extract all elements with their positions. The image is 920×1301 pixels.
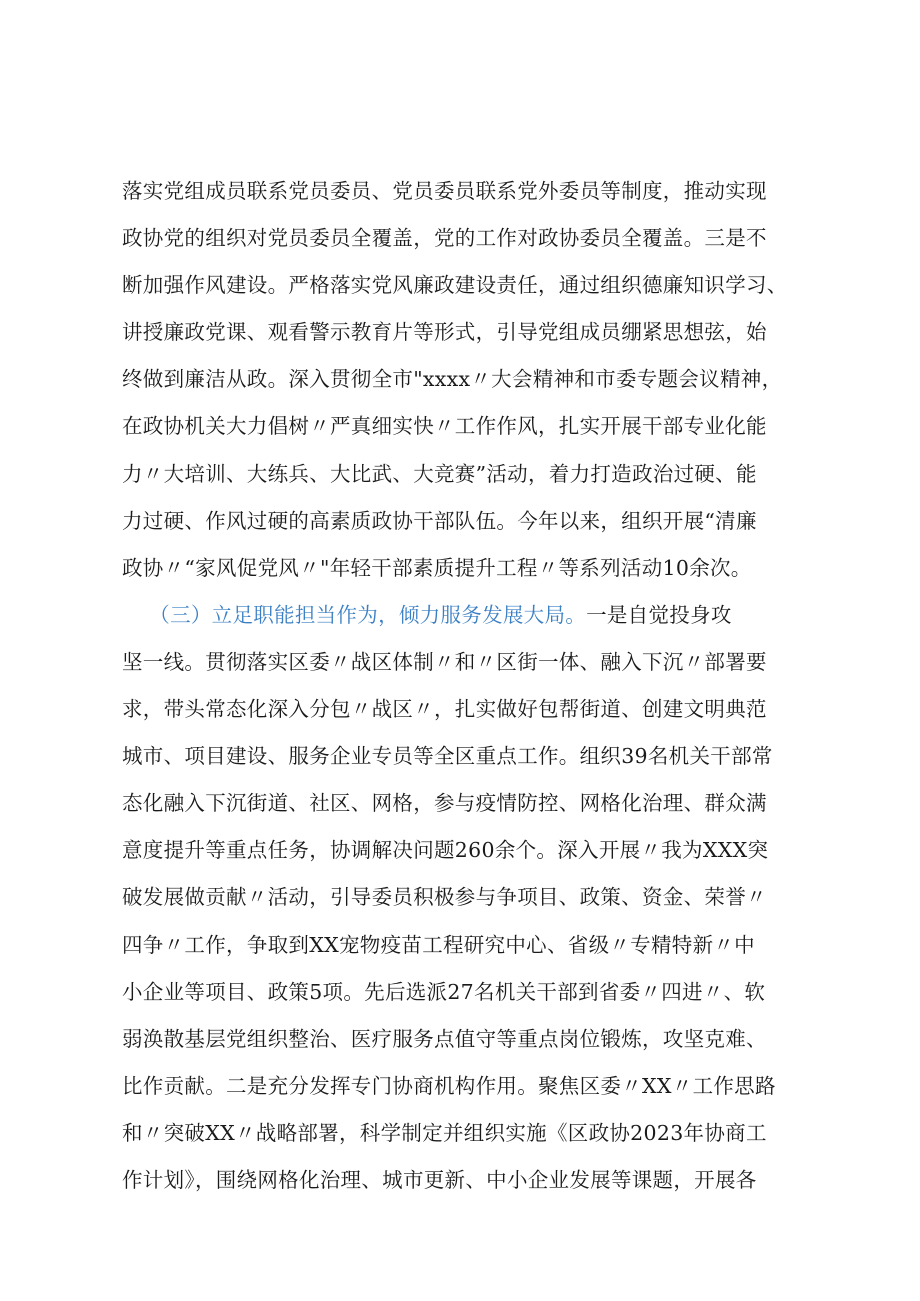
text-line: 坚一线。贯彻落实区委〃战区体制〃和〃区街一体、融入下沉〃部署要	[122, 649, 767, 674]
text-line: 破发展做贡献〃活动，引导委员积极参与争项目、政策、资金、荣誉〃	[122, 885, 767, 910]
text-line: 终做到廉洁从政。深入贯彻全市"xxxx〃大会精神和市委专题会议精神，	[122, 367, 783, 392]
text-line: 政协党的组织对党员委员全覆盖，党的工作对政协委员全覆盖。三是不	[122, 226, 767, 251]
text-line: 落实党组成员联系党员委员、党员委员联系党外委员等制度，推动实现	[122, 179, 767, 203]
text-line: 求，带头常态化深入分包〃战区〃，扎实做好包帮街道、创建文明典范	[122, 697, 767, 722]
text-line: 意度提升等重点任务，协调解决问题260余个。深入开展〃我为XXX突	[122, 838, 769, 863]
body-text	[122, 168, 812, 1204]
text-line: 小企业等项目、政策5项。先后选派27名机关干部到省委〃四进〃、软	[122, 979, 766, 1004]
text-line: 力〃大培训、大练兵、大比武、大竞赛”活动，着力打造政治过硬、能	[122, 461, 757, 486]
text-line: 在政协机关大力倡树〃严真细实快〃工作作风，扎实开展干部专业化能	[122, 414, 767, 439]
text-line: 城市、项目建设、服务企业专员等全区重点工作。组织39名机关干部常	[122, 744, 773, 769]
text-line: 比作贡献。二是充分发挥专门协商机构作用。聚焦区委〃XX〃工作思路	[122, 1073, 776, 1098]
text-line: 弱涣散基层党组织整治、医疗服务点值守等重点岗位锻炼，攻坚克难、	[122, 1026, 767, 1051]
text-line: 断加强作风建设。严格落实党风廉政建设责任，通过组织德廉知识学习、	[122, 273, 788, 298]
section-heading-line: （三）立足职能担当作为，倾力服务发展大局。一是自觉投身攻	[149, 602, 732, 627]
text-line: 作计划》，围绕网格化治理、城市更新、中小企业发展等课题，开展各	[122, 1167, 757, 1192]
text-line: 力过硬、作风过硬的高素质政协干部队伍。今年以来，组织开展“清廉	[122, 508, 757, 533]
text-line: 态化融入下沉街道、社区、网格，参与疫情防控、网格化治理、群众满	[122, 791, 767, 816]
section-heading: （三）立足职能担当作为，倾力服务发展大局。	[149, 602, 587, 627]
text-line: 四争〃工作，争取到XX宠物疫苗工程研究中心、省级〃专精特新〃中	[122, 932, 755, 957]
text-line: 讲授廉政党课、观看警示教育片等形式，引导党组成员绷紧思想弦，始	[122, 320, 767, 345]
text-line: 和〃突破XX〃战略部署，科学制定并组织实施《区政协2023年协商工	[122, 1120, 767, 1145]
text-line: 政协〃“家风促党风〃"年轻干部素质提升工程〃等系列活动10余次。	[122, 555, 752, 580]
